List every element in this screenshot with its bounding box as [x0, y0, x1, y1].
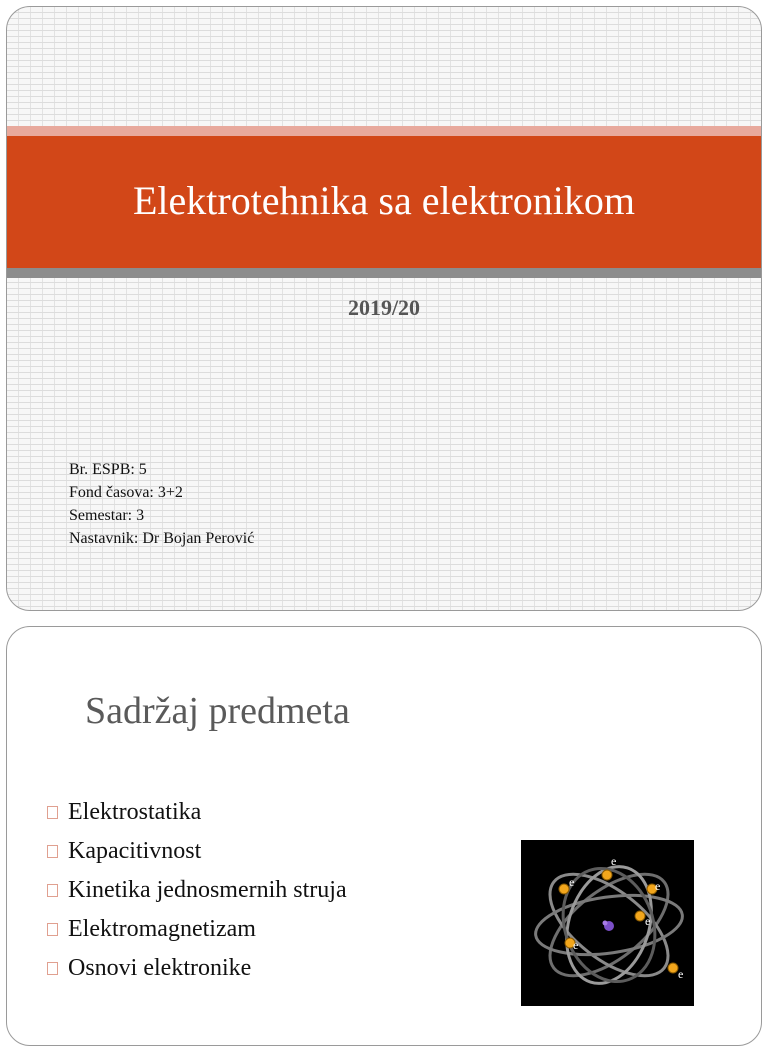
topic-label: Kapacitivnost	[68, 838, 202, 864]
title-band	[7, 136, 761, 268]
ects-credits: Br. ESPB: 5	[69, 461, 147, 478]
title-slide	[6, 6, 762, 611]
lecturer: Nastavnik: Dr Bojan Perović	[69, 530, 255, 547]
slide-heading: Sadržaj predmeta	[85, 690, 350, 732]
course-info	[69, 458, 254, 550]
divider-band	[7, 268, 761, 278]
class-hours: Fond časova: 3+2	[69, 484, 183, 501]
list-item	[47, 793, 347, 832]
bullet-icon	[47, 845, 58, 858]
bullet-icon	[47, 962, 58, 975]
accent-band	[7, 126, 761, 136]
list-item	[47, 871, 347, 910]
electron-label: e	[645, 914, 651, 928]
topic-label: Elektrostatika	[68, 799, 202, 825]
topic-label: Elektromagnetizam	[68, 916, 256, 942]
list-item	[47, 832, 347, 871]
slide-title: Elektrotehnika sa elektronikom	[132, 177, 636, 223]
electron-label: e	[678, 967, 684, 981]
electron-label: e	[569, 875, 575, 889]
topic-label: Osnovi elektronike	[68, 955, 252, 981]
contents-slide	[6, 626, 762, 1046]
bullet-icon	[47, 806, 58, 819]
bullet-icon	[47, 884, 58, 897]
electron-label: e	[655, 879, 661, 893]
topic-label: Kinetika jednosmernih struja	[68, 877, 347, 903]
list-item	[47, 949, 347, 988]
electron-label: e	[573, 938, 579, 952]
semester: Semestar: 3	[69, 507, 145, 524]
academic-year: 2019/20	[347, 295, 421, 320]
atom-icon	[521, 840, 694, 1006]
electron-label: e	[611, 854, 617, 868]
topic-list	[47, 793, 347, 988]
bullet-icon	[47, 923, 58, 936]
list-item	[47, 910, 347, 949]
